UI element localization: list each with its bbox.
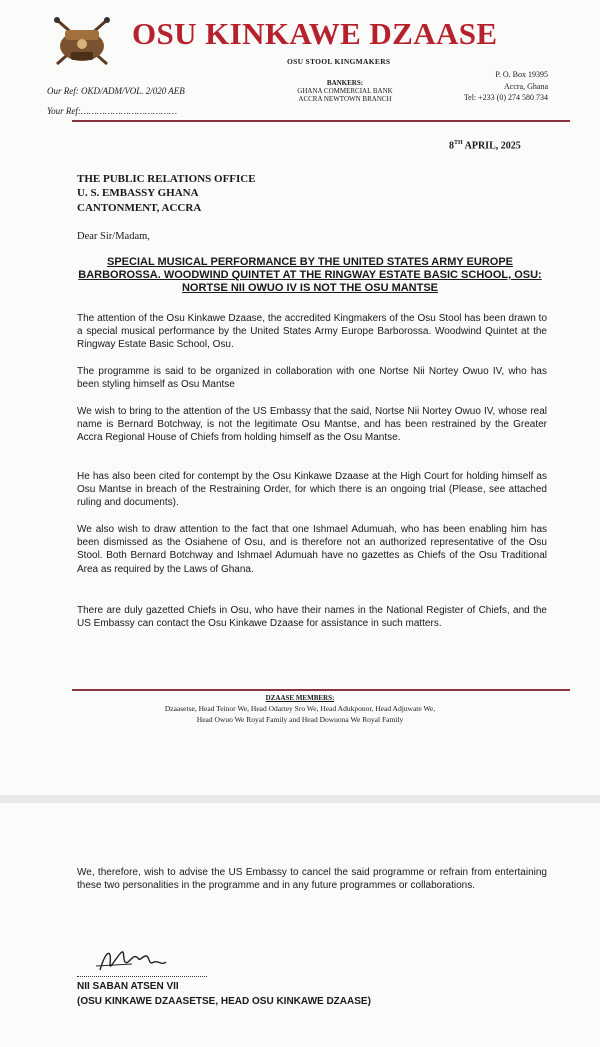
- paragraph-6: There are duly gazetted Chiefs in Osu, who have their names in the National Register of Chiefs, and the US Embassy can contact the Osu Kinkawe Dzaase for assistance in such matters.: [77, 605, 547, 630]
- letter-subject: SPECIAL MUSICAL PERFORMANCE BY THE UNITED STATES ARMY EUROPE BARBOROSSA. WOODWIND QUINTET AT THE RINGWAY ESTATE BASIC SCHOOL, OSU: NORTSE NII OWUO IV IS NOT THE OSU MANTSE: [78, 256, 542, 295]
- bankers-label: BANKERS:: [326, 79, 364, 87]
- bankers-block: [289, 79, 401, 103]
- footer-rule: [72, 689, 570, 691]
- addressee-line-3: CANTONMENT, ACCRA: [77, 201, 202, 214]
- addressee-line-2: U. S. EMBASSY GHANA: [77, 187, 199, 200]
- your-ref: Your Ref:………………………………: [47, 106, 177, 116]
- members-line-1: Dzaasetse, Head Teinor We, Head Odartey Sro We, Head Adukponor, Head Adjuwate We,: [164, 704, 436, 713]
- contact-block: [430, 69, 548, 104]
- members-heading: DZAASE MEMBERS:: [265, 694, 335, 702]
- members-list: [60, 704, 540, 725]
- header-rule: [72, 120, 570, 122]
- salutation: Dear Sir/Madam,: [77, 231, 150, 242]
- po-box: P. O. Box 19395: [495, 70, 548, 79]
- our-ref: Our Ref: OKD/ADM/VOL. 2/020 AEB: [47, 86, 185, 96]
- paragraph-1: The attention of the Osu Kinkawe Dzaase, the accredited Kingmakers of the Osu Stool has been drawn to a special musical performance by the United States Army Europe Barborossa. Woodwind Quintet at the Ringway Estate Basic School, Osu.: [77, 313, 547, 351]
- paragraph-5: We also wish to draw attention to the fact that one Ishmael Adumuah, who has been enabling him has been dismissed as the Osiahene of Osu, and is therefore not an authorized representative of the Osu Stool. Both Bernard Botchway and Ishmael Adumuah have no gazettes as Chiefs of the Osu Traditional Area as required by the Laws of Ghana.: [77, 524, 547, 575]
- addressee: [77, 172, 256, 215]
- handwritten-signature: [92, 944, 172, 978]
- city: Accra, Ghana: [504, 81, 548, 91]
- letter-date: 8TH APRIL, 2025: [449, 140, 521, 152]
- letter-page-2: [0, 803, 600, 1047]
- members-line-2: Head Owuo We Royal Family and Head Dowuona We Royal Family: [196, 714, 404, 724]
- paragraph-4: He has also been cited for contempt by the Osu Kinkawe Dzaase at the High Court for holding himself as Osu Mantse in breach of the Restraining Order, for which there is an ongoing trial (Please, see attached ruling and documents).: [77, 471, 547, 509]
- bank-branch: ACCRA NEWTOWN BRANCH: [298, 95, 392, 104]
- paragraph-2: The programme is said to be organized in collaboration with one Nortse Nii Nortey Owuo IV, who has been styling himself as Osu Mantse: [77, 366, 547, 391]
- org-name: OSU KINKAWE DZAASE: [132, 16, 498, 51]
- telephone: Tel: +233 (0) 274 580 734: [463, 93, 548, 103]
- bank-name: GHANA COMMERCIAL BANK: [297, 87, 393, 96]
- signatory-title: (OSU KINKAWE DZAASETSE, HEAD OSU KINKAWE DZAASE): [77, 996, 371, 1007]
- paragraph-7: We, therefore, wish to advise the US Embassy to cancel the said programme or refrain from entertaining these two personalities in the programme and in any future programmes or collaborations.: [77, 867, 547, 892]
- paragraph-3: We wish to bring to the attention of the US Embassy that the said, Nortse Nii Nortey Owuo IV, whose real name is Bernard Botchway, is not the legitimate Osu Mantse, and has been restrained by the Greater Accra Regional House of Chiefs from holding himself as the Osu Mantse.: [77, 406, 547, 444]
- crest-logo: [47, 12, 117, 70]
- signatory-name: NII SABAN ATSEN VII: [77, 981, 179, 992]
- org-subtitle: OSU STOOL KINGMAKERS: [287, 57, 391, 66]
- signature-line: [77, 976, 207, 977]
- addressee-line-1: THE PUBLIC RELATIONS OFFICE: [77, 173, 256, 185]
